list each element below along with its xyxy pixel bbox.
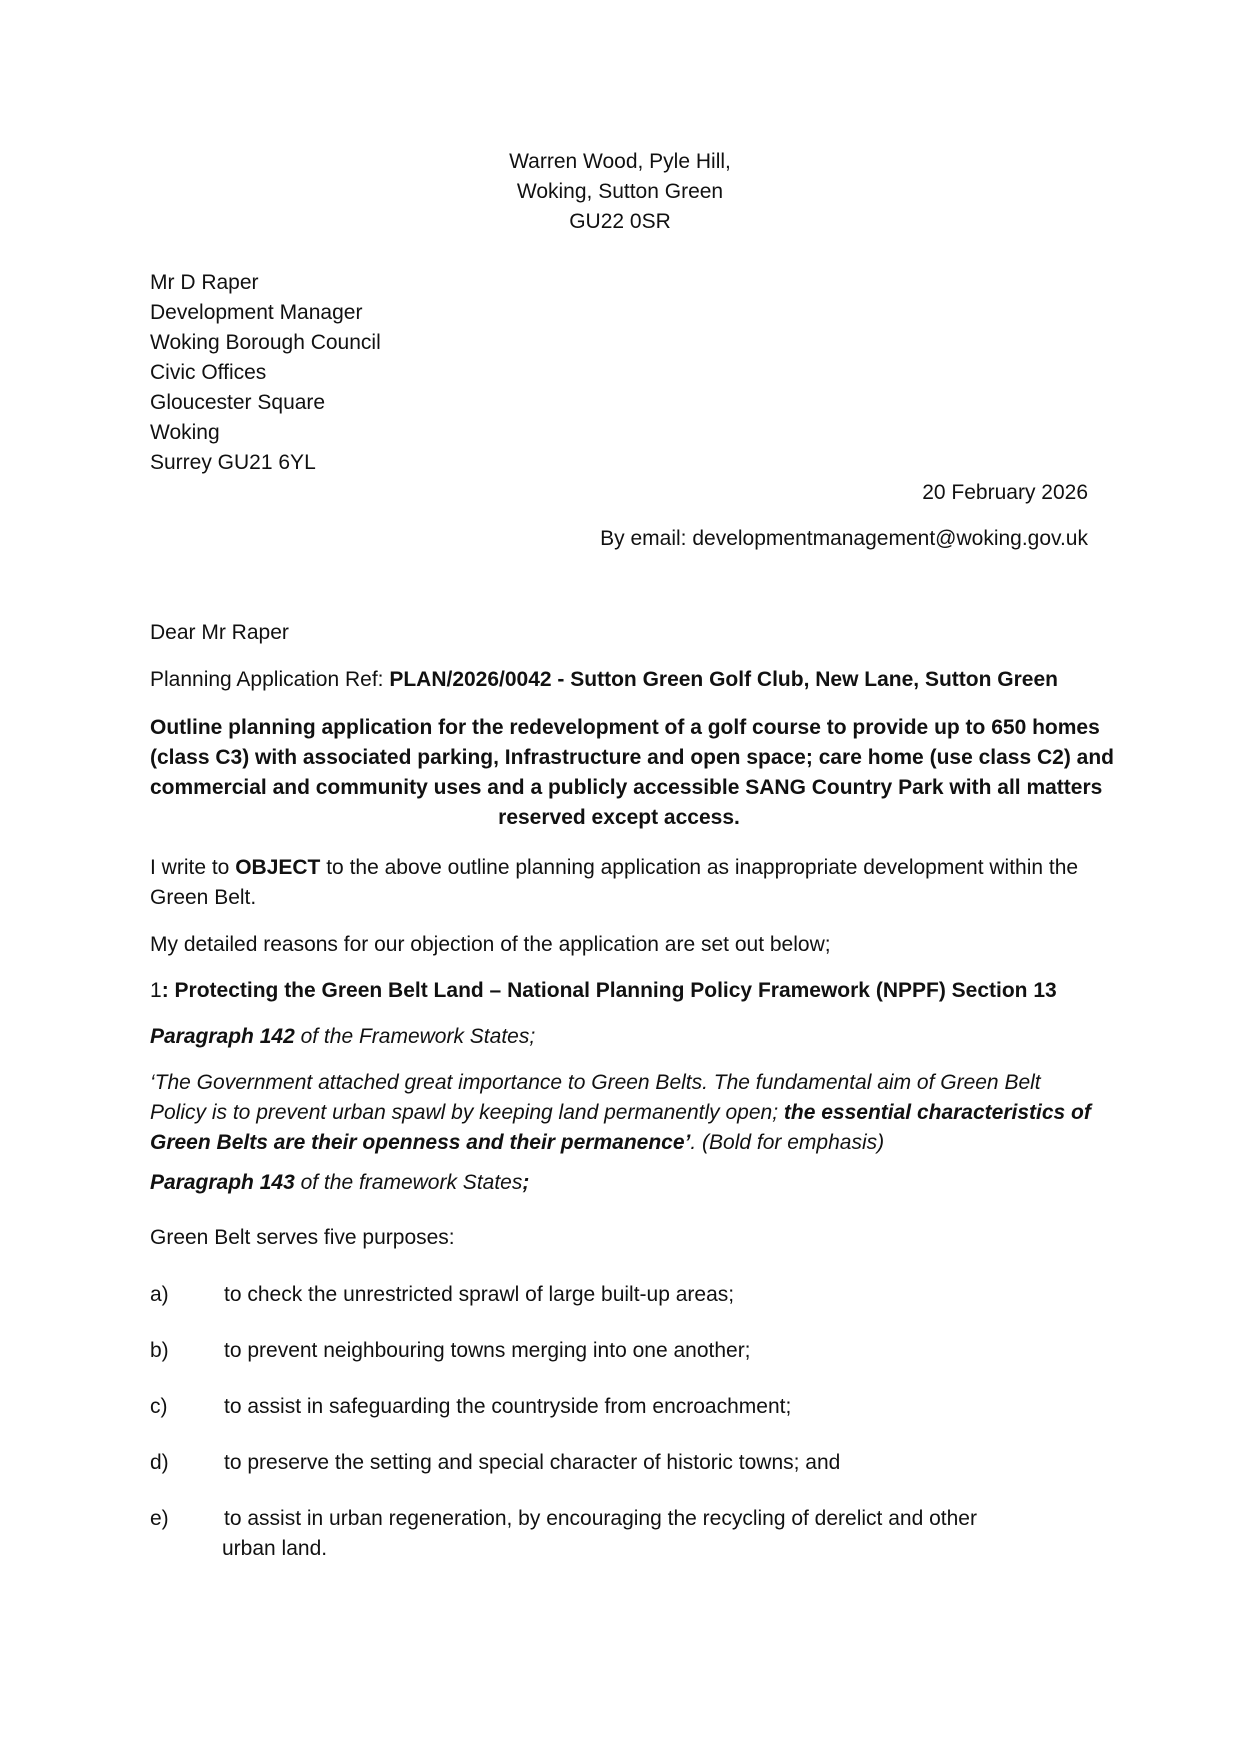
- recipient-address-line: Gloucester Square: [150, 391, 326, 414]
- quote-line-2: Policy is to prevent urban spawl by keeping land permanently open;: [150, 1101, 784, 1124]
- quote-line-2-bold: the essential characteristics of: [783, 1101, 1091, 1124]
- email-line: [600, 524, 1088, 554]
- objection-line2: Green Belt.: [150, 886, 257, 909]
- description-line: (class C3) with associated parking, Infrastructure and open space; care home (use class C2) and: [150, 746, 1114, 769]
- sender-address-line: Warren Wood, Pyle Hill,: [509, 150, 731, 173]
- purposes-intro-text: Green Belt serves five purposes:: [150, 1226, 455, 1249]
- application-reference: [150, 665, 1058, 695]
- section-number: 1: [150, 979, 162, 1002]
- recipient-address-line: Woking Borough Council: [150, 331, 381, 354]
- quote-line-3-bold: Green Belts are their openness and their permanence’: [150, 1131, 691, 1154]
- recipient-address-line: Development Manager: [150, 301, 363, 324]
- description-line: reserved except access.: [498, 806, 740, 829]
- reasons-intro: [150, 930, 831, 960]
- quote-line-3-tail: . (Bold for emphasis): [690, 1131, 885, 1154]
- paragraph-142-heading: [150, 1022, 535, 1052]
- paragraph-142-quote: [150, 1068, 1091, 1158]
- application-ref-label: Planning Application Ref:: [150, 668, 390, 691]
- list-item-text: to assist in urban regeneration, by encouraging the recycling of derelict and other: [224, 1507, 977, 1530]
- recipient-address-line: Mr D Raper: [150, 271, 259, 294]
- list-item-text: to prevent neighbouring towns merging into one another;: [224, 1339, 751, 1362]
- objection-pre: I write to: [150, 856, 236, 879]
- list-item-label: c): [150, 1395, 168, 1418]
- paragraph-142-label: Paragraph 142: [150, 1025, 295, 1048]
- recipient-address: [150, 268, 381, 478]
- recipient-address-line: Civic Offices: [150, 361, 267, 384]
- letter-date-text: 20 February 2026: [922, 481, 1088, 504]
- quote-line-1: ‘The Government attached great importance to Green Belts. The fundamental aim of Green Belt: [150, 1071, 1041, 1094]
- salutation-text: Dear Mr Raper: [150, 621, 289, 644]
- sender-address: [0, 147, 1240, 237]
- list-item-text: to preserve the setting and special character of historic towns; and: [224, 1451, 841, 1474]
- list-item-text-continued: urban land.: [222, 1537, 328, 1560]
- list-item-label: e): [150, 1507, 169, 1530]
- section-title: : Protecting the Green Belt Land – National Planning Policy Framework (NPPF) Section 13: [161, 979, 1057, 1002]
- email-line-text: By email: developmentmanagement@woking.gov.uk: [600, 527, 1088, 550]
- recipient-address-line: Woking: [150, 421, 220, 444]
- paragraph-143-semicolon: ;: [522, 1171, 530, 1194]
- purposes-intro: [150, 1223, 455, 1253]
- paragraph-142-suffix: of the Framework States;: [294, 1025, 536, 1048]
- objection-statement: [150, 853, 1078, 913]
- objection-keyword: OBJECT: [235, 856, 321, 879]
- section-1-heading: [150, 976, 1057, 1006]
- list-item-label: a): [150, 1283, 169, 1306]
- salutation: [150, 618, 289, 648]
- sender-address-line: GU22 0SR: [569, 210, 671, 233]
- objection-post: to the above outline planning application as inappropriate development within the: [320, 856, 1079, 879]
- list-item-text: to assist in safeguarding the countryside from encroachment;: [224, 1395, 792, 1418]
- application-ref-value: PLAN/2026/0042 - Sutton Green Golf Club, New Lane, Sutton Green: [389, 668, 1058, 691]
- application-description: [150, 713, 1114, 833]
- paragraph-143-suffix: of the framework States: [294, 1171, 523, 1194]
- sender-address-line: Woking, Sutton Green: [516, 180, 724, 203]
- reasons-intro-text: My detailed reasons for our objection of the application are set out below;: [150, 933, 831, 956]
- recipient-address-line: Surrey GU21 6YL: [150, 451, 316, 474]
- paragraph-143-label: Paragraph 143: [150, 1171, 295, 1194]
- description-line: commercial and community uses and a publicly accessible SANG Country Park with all matters: [150, 776, 1103, 799]
- paragraph-143-heading: [150, 1168, 529, 1198]
- list-item-label: d): [150, 1451, 169, 1474]
- list-item-label: b): [150, 1339, 169, 1362]
- description-line: Outline planning application for the redevelopment of a golf course to provide up to 650 homes: [150, 716, 1100, 739]
- letter-date: [922, 478, 1088, 508]
- list-item-text: to check the unrestricted sprawl of large built-up areas;: [224, 1283, 735, 1306]
